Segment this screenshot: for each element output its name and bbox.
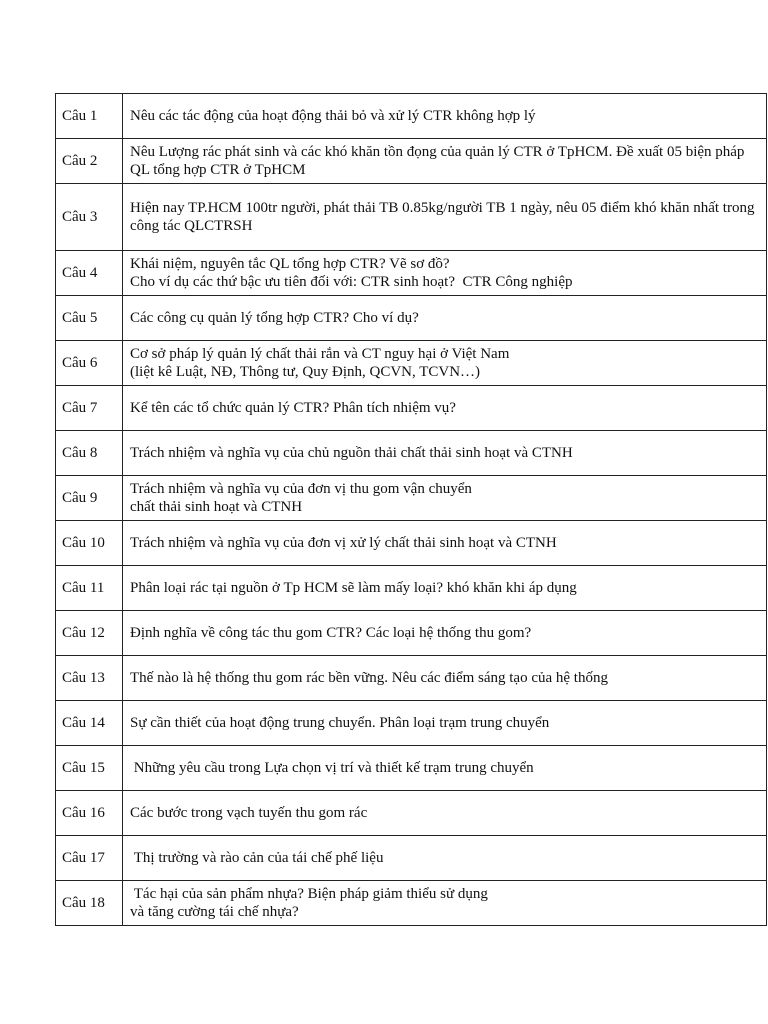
table-row <box>56 521 767 566</box>
question-number: Câu 16 <box>56 791 123 836</box>
question-text: Thế nào là hệ thống thu gom rác bền vững. Nêu các điểm sáng tạo của hệ thống <box>123 656 767 701</box>
question-text: Trách nhiệm và nghĩa vụ của đơn vị xử lý chất thải sinh hoạt và CTNH <box>123 521 767 566</box>
table-row <box>56 566 767 611</box>
question-text: Sự cần thiết của hoạt động trung chuyển. Phân loại trạm trung chuyển <box>123 701 767 746</box>
question-number: Câu 14 <box>56 701 123 746</box>
table-row <box>56 184 767 251</box>
question-table-body <box>56 94 767 926</box>
table-row <box>56 431 767 476</box>
question-text: Các bước trong vạch tuyến thu gom rác <box>123 791 767 836</box>
table-row <box>56 746 767 791</box>
question-text: Khái niệm, nguyên tắc QL tổng hợp CTR? Vẽ sơ đồ? Cho ví dụ các thứ bậc ưu tiên đối với: CTR sinh hoạt? CTR Công nghiệp <box>123 251 767 296</box>
question-number: Câu 9 <box>56 476 123 521</box>
question-text: Nêu các tác động của hoạt động thải bỏ và xử lý CTR không hợp lý <box>123 94 767 139</box>
table-row <box>56 701 767 746</box>
question-number: Câu 4 <box>56 251 123 296</box>
question-text: Nêu Lượng rác phát sinh và các khó khăn tồn đọng của quản lý CTR ở TpHCM. Đề xuất 05 biện pháp QL tổng hợp CTR ở TpHCM <box>123 139 767 184</box>
question-text: Trách nhiệm và nghĩa vụ của đơn vị thu gom vận chuyển chất thải sinh hoạt và CTNH <box>123 476 767 521</box>
table-row <box>56 94 767 139</box>
question-text: Những yêu cầu trong Lựa chọn vị trí và thiết kế trạm trung chuyển <box>123 746 767 791</box>
table-row <box>56 476 767 521</box>
table-row <box>56 341 767 386</box>
question-number: Câu 1 <box>56 94 123 139</box>
question-number: Câu 10 <box>56 521 123 566</box>
table-row <box>56 836 767 881</box>
question-number: Câu 3 <box>56 184 123 251</box>
table-row <box>56 139 767 184</box>
question-number: Câu 12 <box>56 611 123 656</box>
table-row <box>56 611 767 656</box>
question-text: Kể tên các tổ chức quản lý CTR? Phân tích nhiệm vụ? <box>123 386 767 431</box>
question-text: Thị trường và rào cản của tái chế phế liệu <box>123 836 767 881</box>
table-row <box>56 791 767 836</box>
table-row <box>56 881 767 926</box>
question-number: Câu 15 <box>56 746 123 791</box>
question-number: Câu 18 <box>56 881 123 926</box>
question-number: Câu 17 <box>56 836 123 881</box>
question-text: Cơ sở pháp lý quản lý chất thải rắn và CT nguy hại ở Việt Nam (liệt kê Luật, NĐ, Thông tư, Quy Định, QCVN, TCVN…) <box>123 341 767 386</box>
question-text: Trách nhiệm và nghĩa vụ của chủ nguồn thải chất thải sinh hoạt và CTNH <box>123 431 767 476</box>
question-text: Định nghĩa về công tác thu gom CTR? Các loại hệ thống thu gom? <box>123 611 767 656</box>
question-text: Hiện nay TP.HCM 100tr người, phát thải TB 0.85kg/người TB 1 ngày, nêu 05 điểm khó khăn nhất trong công tác QLCTRSH <box>123 184 767 251</box>
table-row <box>56 386 767 431</box>
question-number: Câu 8 <box>56 431 123 476</box>
question-number: Câu 7 <box>56 386 123 431</box>
question-number: Câu 11 <box>56 566 123 611</box>
table-row <box>56 656 767 701</box>
question-number: Câu 2 <box>56 139 123 184</box>
table-row <box>56 251 767 296</box>
question-text: Tác hại của sản phẩm nhựa? Biện pháp giảm thiểu sử dụng và tăng cường tái chế nhựa? <box>123 881 767 926</box>
question-text: Phân loại rác tại nguồn ở Tp HCM sẽ làm mấy loại? khó khăn khi áp dụng <box>123 566 767 611</box>
question-number: Câu 6 <box>56 341 123 386</box>
question-table <box>55 93 767 926</box>
question-text: Các công cụ quản lý tổng hợp CTR? Cho ví dụ? <box>123 296 767 341</box>
question-number: Câu 5 <box>56 296 123 341</box>
question-number: Câu 13 <box>56 656 123 701</box>
table-row <box>56 296 767 341</box>
